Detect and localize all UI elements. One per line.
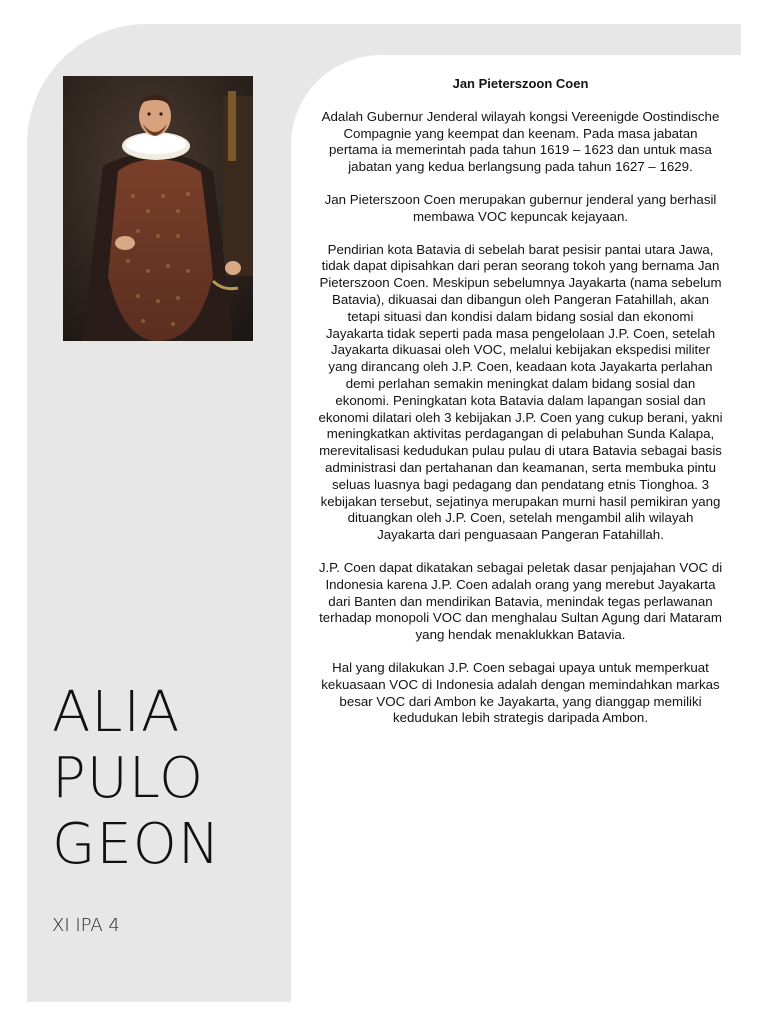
article-paragraph-5: Hal yang dilakukan J.P. Coen sebagai upaya untuk memperkuat kekuasaan VOC di Indonesia adalah dengan memindahkan markas besar VOC dari Ambon ke Jayakarta, yang dianggap memiliki kedudukan lebih strategis daripada Ambon. — [321, 659, 720, 726]
name-line-3: GEON — [52, 812, 221, 877]
name-line-2: PULO — [52, 746, 205, 811]
article-title: Jan Pieterszoon Coen — [452, 76, 589, 91]
portrait-image — [63, 76, 253, 341]
article-paragraph-1: Adalah Gubernur Jenderal wilayah kongsi Vereenigde Oostindische Compagnie yang keempat dan keenam. Pada masa jabatan pertama ia memerintah pada tahun 1619 – 1623 dan untuk masa jabatan yang kedua berlangsung pada tahun 1627 – 1629. — [321, 108, 720, 175]
class-label: XI IPA 4 — [52, 915, 120, 936]
student-name — [52, 680, 221, 878]
article-paragraph-3: Pendirian kota Batavia di sebelah barat pesisir pantai utara Jawa, tidak dapat dipisahkan dari peran seorang tokoh yang bernama Jan Pieterszoon Coen. Meskipun sebelumnya Jayakarta (nama sebelum Batavia), dikuasai dan dibangun oleh Pangeran Fatahillah, akan tetapi situasi dan kondisi dalam bidang sosial dan ekonomi Jayakarta tidak seperti pada masa pengelolaan J.P. Coen, setelah Jayakarta dikuasai oleh VOC, melalui kebijakan ekspedisi militer yang dirancang oleh J.P. Coen, keadaan kota Jayakarta perlahan demi perlahan semakin meningkat dalam bidang sosial dan ekonomi. Peningkatan kota Batavia dalam lapangan sosial dan ekonomi dilatari oleh 3 kebijakan J.P. Coen yang cukup berani, yakni meningkatkan aktivitas perdagangan di pelabuhan Sunda Kalapa, merevitalisasi kedudukan pulau pulau di utara Batavia sebagai basis administrasi dan pertahanan dan keamanan, serta membuka pintu seluas luasnya bagi pedagang dan pendatang etnis Tionghoa. 3 kebijakan tersebut, sejatinya merupakan murni hasil pemikiran yang dituangkan oleh J.P. Coen, setelah mengambil alih wilayah Jayakarta dari penguasaan Pangeran Fatahillah. — [318, 241, 723, 543]
article-paragraph-2: Jan Pieterszoon Coen merupakan gubernur jenderal yang berhasil membawa VOC kepuncak kejayaan. — [324, 191, 717, 224]
article-paragraph-4: J.P. Coen dapat dikatakan sebagai peletak dasar penjajahan VOC di Indonesia karena J.P. Coen adalah orang yang merebut Jayakarta dari Banten dan mendirikan Batavia, menindak tegas perlawanan terhadap monopoli VOC dan menghalau Sultan Agung dari Mataram yang hendak menaklukkan Batavia. — [318, 559, 723, 643]
name-line-1: ALIA — [52, 680, 181, 745]
article — [318, 76, 723, 743]
